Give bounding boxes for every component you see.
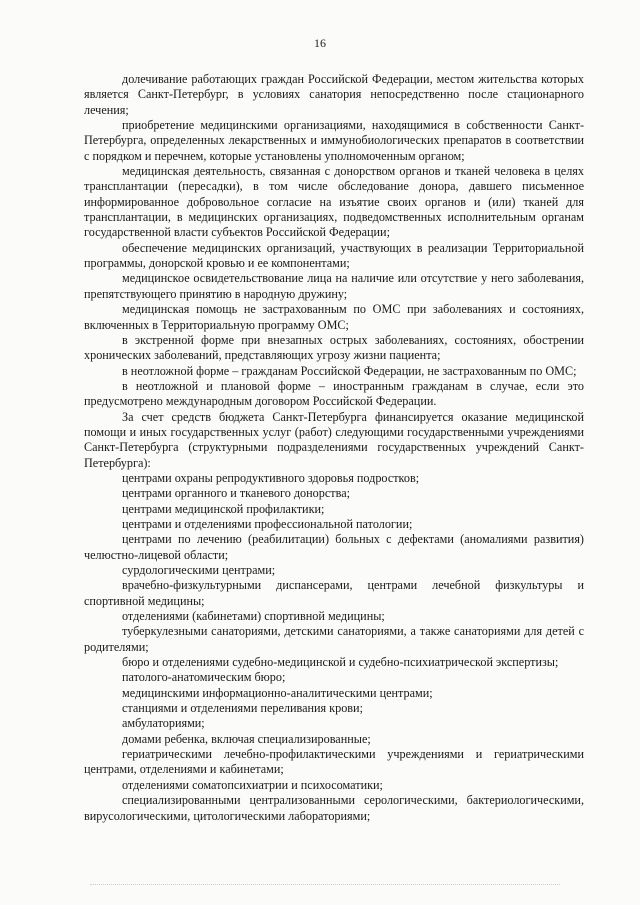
list-item: амбулаториями; bbox=[122, 716, 205, 731]
list-item: центрами органного и тканевого донорства; bbox=[122, 486, 350, 501]
list-item: медицинскими информационно-аналитическими центрами; bbox=[122, 685, 433, 700]
list-item: станциями и отделениями переливания крови; bbox=[122, 701, 363, 716]
list-item: бюро и отделениями судебно-медицинской и судебно-психиатрической экспертизы; bbox=[122, 655, 559, 670]
list-item: сурдологическими центрами; bbox=[122, 563, 276, 577]
paragraph: приобретение медицинскими организациями, находящимися в собственности Санкт-Петербурга, определенных лекарственных и иммунобиологических препаратов в соответствии с порядком и перечнем, которые установлены уполномоченным органом; bbox=[84, 118, 584, 163]
paragraph: в экстренной форме при внезапных острых заболеваниях, состояниях, обострении хронических заболеваний, представляющих угрозу жизни пациента; bbox=[84, 332, 584, 363]
list-item: центрами и отделениями профессиональной патологии; bbox=[122, 516, 413, 531]
list-item: специализированными централизованными серологическими, бактериологическими, вирусологическими, цитологическими лабораториями; bbox=[84, 793, 584, 823]
list-item: центрами медицинской профилактики; bbox=[122, 501, 325, 516]
list-item: патолого-анатомическим бюро; bbox=[122, 670, 286, 685]
list-item: центрами по лечению (реабилитации) больных с дефектами (аномалиями развития) челюстно-лицевой области; bbox=[84, 532, 584, 562]
paragraph: медицинская помощь не застрахованным по ОМС при заболеваниях и состояниях, включенных в Территориальную программу ОМС; bbox=[84, 302, 584, 332]
list-item: домами ребенка, включая специализированные; bbox=[122, 731, 371, 746]
list-item: врачебно-физкультурными диспансерами, центрами лечебной физкультуры и спортивной медицины; bbox=[84, 578, 584, 608]
paragraph: За счет средств бюджета Санкт-Петербурга финансируется оказание медицинской помощи и иных государственных услуг (работ) следующими государственными учреждениями Санкт-Петербурга (структурными подразделениями государственных учреждений Санкт-Петербурга): bbox=[84, 409, 584, 470]
scan-artifact-line bbox=[90, 884, 560, 886]
paragraph: в неотложной и плановой форме – иностранным гражданам в случае, если это предусмотрено международным договором Российской Федерации. bbox=[84, 378, 584, 409]
paragraph: долечивание работающих граждан Российской Федерации, местом жительства которых является Санкт-Петербург, в условиях санатория непосредственно после стационарного лечения; bbox=[84, 72, 584, 117]
paragraph: в неотложной форме – гражданам Российской Федерации, не застрахованным по ОМС; bbox=[122, 363, 577, 378]
list-item: центрами охраны репродуктивного здоровья подростков; bbox=[122, 470, 420, 485]
list-item: гериатрическими лечебно-профилактическими учреждениями и гериатрическими центрами, отделениями и кабинетами; bbox=[84, 747, 584, 777]
paragraph: обеспечение медицинских организаций, участвующих в реализации Территориальной программы, донорской кровью и ее компонентами; bbox=[84, 240, 584, 271]
paragraph: медицинская деятельность, связанная с донорством органов и тканей человека в целях трансплантации (пересадки), в том числе обследование донора, давшего письменное информированное добровольное согласие на изъятие своих органов и (или) тканей для трансплантации, в медицинских организациях, подведомственных исполнительным органам государственной власти субъектов Российской Федерации; bbox=[84, 164, 584, 240]
list-item: туберкулезными санаториями, детскими санаториями, а также санаториями для детей с родителями; bbox=[84, 624, 584, 654]
document-body bbox=[84, 72, 584, 824]
page-number: 16 bbox=[314, 36, 326, 50]
list-item: отделениями соматопсихиатрии и психосоматики; bbox=[122, 777, 383, 792]
paragraph: медицинское освидетельствование лица на наличие или отсутствие у него заболевания, препятствующего принятию в народную дружину; bbox=[84, 271, 584, 301]
list-item: отделениями (кабинетами) спортивной медицины; bbox=[122, 609, 385, 624]
